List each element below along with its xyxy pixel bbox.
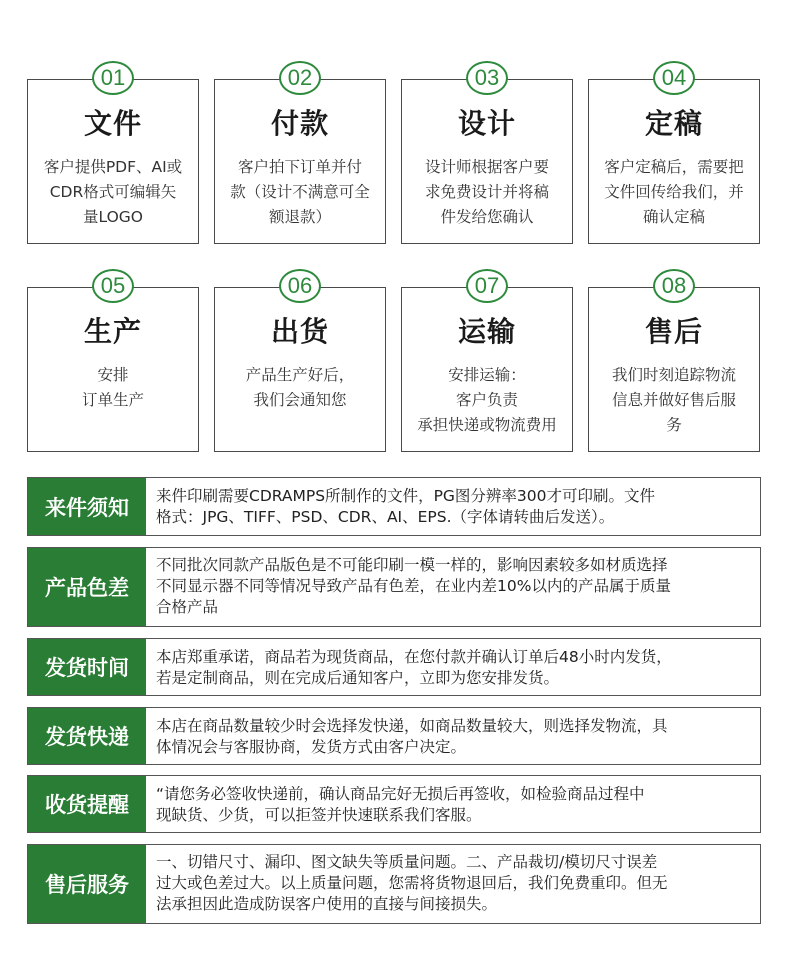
step-number-badge: 05	[92, 269, 134, 303]
step-number-badge: 03	[466, 61, 508, 95]
step-desc-line: 产品生产好后，	[245, 366, 355, 384]
notice-after-sales	[27, 844, 761, 924]
step-title: 出货	[270, 315, 329, 348]
step-title: 付款	[270, 107, 329, 140]
step-desc-line: 客户拍下订单并付	[237, 158, 362, 176]
step-desc-line: 文件回传给我们，并	[604, 183, 744, 201]
notice-line: 来件印刷需要CDRAMPS所制作的文件，PG图分辨率300才可印刷。文件	[156, 487, 656, 505]
step-desc-line: 确认定稿	[642, 208, 705, 226]
step-number-badge: 02	[279, 61, 321, 95]
step-desc-line: 额退款）	[268, 208, 331, 226]
notice-line: 合格产品	[156, 598, 219, 616]
step-description	[597, 363, 751, 438]
notice-line: 本店在商品数量较少时会选择发快递，如商品数量较大，则选择发物流，具	[156, 717, 668, 735]
step-desc-line: 我们会通知您	[253, 391, 347, 409]
notice-line: 不同显示器不同等情况导致产品有色差，在业内差10%以内的产品属于质量	[156, 577, 671, 595]
step-description	[36, 155, 190, 230]
step-title: 定稿	[644, 107, 703, 140]
notice-text	[156, 716, 752, 758]
notice-line: 一、切错尺寸、漏印、图文缺失等质量问题。二、产品裁切/模切尺寸误差	[156, 853, 658, 871]
step-desc-line: 客户提供PDF、AI或	[43, 158, 183, 176]
notice-text	[156, 784, 752, 826]
step-title: 运输	[457, 315, 516, 348]
step-desc-line: 求免费设计并将稿	[424, 183, 549, 201]
notice-label: 发货快递	[28, 708, 146, 764]
notice-line: 本店郑重承诺，商品若为现货商品，在您付款并确认订单后48小时内发货，	[156, 648, 672, 666]
step-description	[410, 155, 564, 230]
step-desc-line: 我们时刻追踪物流	[611, 366, 736, 384]
step-desc-line: 安排运输：	[448, 366, 526, 384]
notice-text	[156, 852, 752, 915]
step-desc-line: 设计师根据客户要	[424, 158, 549, 176]
notice-line: 法承担因此造成防误客户使用的直接与间接损失。	[156, 895, 498, 913]
step-description	[36, 363, 190, 413]
step-card-07	[401, 273, 573, 452]
step-title: 售后	[644, 315, 703, 348]
step-desc-line: 件发给您确认	[440, 208, 534, 226]
step-title: 设计	[457, 107, 516, 140]
step-card-05	[27, 273, 199, 452]
notice-text	[156, 486, 752, 528]
step-desc-line: 承担快递或物流费用	[417, 416, 557, 434]
step-title: 文件	[83, 107, 142, 140]
notice-line: 格式：JPG、TIFF、PSD、CDR、AI、EPS.（字体请转曲后发送）。	[156, 508, 615, 526]
notice-incoming-files	[27, 477, 761, 536]
step-description	[223, 155, 377, 230]
notice-shipping-courier	[27, 707, 761, 765]
notice-line: “请您务必签收快递前，确认商品完好无损后再签收，如检验商品过程中	[156, 785, 645, 803]
notice-text	[156, 555, 752, 618]
notice-line: 过大或色差过大。以上质量问题，您需将货物退回后，我们免费重印。但无	[156, 874, 668, 892]
step-card-02	[214, 65, 386, 244]
step-desc-line: 客户定稿后，需要把	[604, 158, 744, 176]
step-number-badge: 07	[466, 269, 508, 303]
notice-label: 发货时间	[28, 639, 146, 695]
step-desc-line: 安排	[97, 366, 129, 384]
step-title: 生产	[83, 315, 142, 348]
step-desc-line: CDR格式可编辑矢	[49, 183, 177, 201]
notice-line: 不同批次同款产品版色是不可能印刷一模一样的，影响因素较多如材质选择	[156, 556, 668, 574]
step-card-03	[401, 65, 573, 244]
notice-shipping-time	[27, 638, 761, 696]
notice-line: 若是定制商品，则在完成后通知客户，立即为您安排发货。	[156, 669, 560, 687]
step-card-06	[214, 273, 386, 452]
step-desc-line: 务	[666, 416, 682, 434]
notice-color-difference	[27, 547, 761, 627]
step-number-badge: 08	[653, 269, 695, 303]
step-desc-line: 客户负责	[455, 391, 518, 409]
step-desc-line: 信息并做好售后服	[611, 391, 736, 409]
notice-label: 售后服务	[28, 845, 146, 923]
notice-text	[156, 647, 752, 689]
notice-label: 收货提醒	[28, 776, 146, 832]
step-desc-line: 订单生产	[81, 391, 144, 409]
step-number-badge: 06	[279, 269, 321, 303]
step-card-08	[588, 273, 760, 452]
step-card-04	[588, 65, 760, 244]
notice-receipt-reminder	[27, 775, 761, 833]
step-description	[223, 363, 377, 413]
step-description	[410, 363, 564, 438]
step-desc-line: 款（设计不满意可全	[230, 183, 370, 201]
step-description	[597, 155, 751, 230]
notice-line: 体情况会与客服协商，发货方式由客户决定。	[156, 738, 467, 756]
step-card-01	[27, 65, 199, 244]
step-number-badge: 01	[92, 61, 134, 95]
step-desc-line: 量LOGO	[83, 208, 143, 226]
step-number-badge: 04	[653, 61, 695, 95]
notice-label: 产品色差	[28, 548, 146, 626]
notice-line: 现缺货、少货，可以拒签并快速联系我们客服。	[156, 806, 482, 824]
notice-label: 来件须知	[28, 478, 146, 535]
